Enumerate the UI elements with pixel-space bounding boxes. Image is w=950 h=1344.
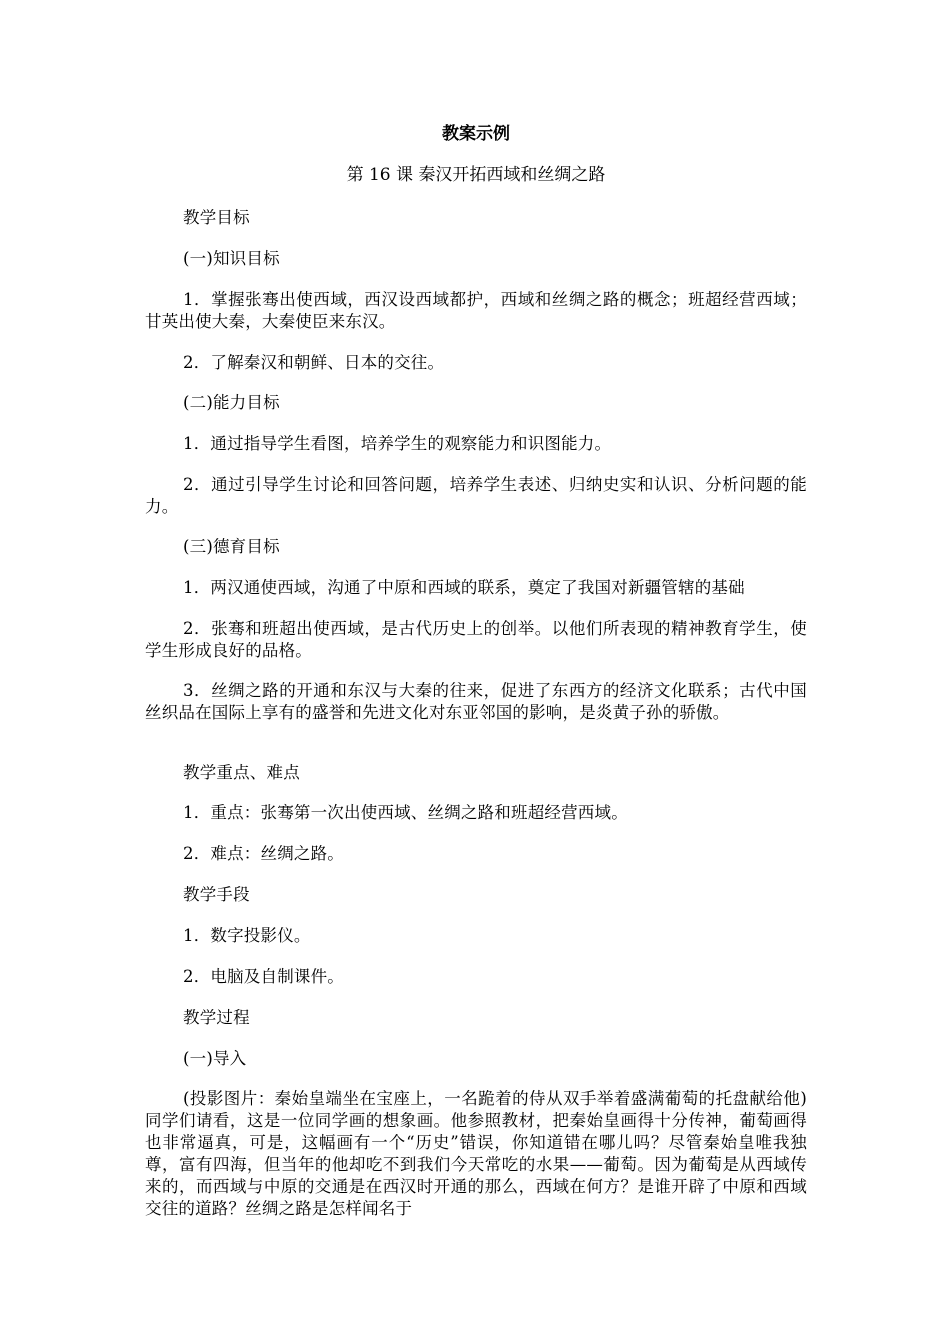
paragraph-moral-1: 1．两汉通使西域，沟通了中原和西域的联系，奠定了我国对新疆管辖的基础 xyxy=(183,578,745,597)
heading-teaching-process: 教学过程 xyxy=(183,1008,250,1027)
paragraph-means-1: 1．数字投影仪。 xyxy=(183,926,311,945)
paragraph-moral-2: 2．张骞和班超出使西域，是古代历史上的创举。以他们所表现的精神教育学生，使学生形成良好的品格。 xyxy=(145,619,807,660)
paragraph-difficult-point: 2．难点：丝绸之路。 xyxy=(183,844,344,863)
paragraph-introduction: (投影图片：秦始皇端坐在宝座上，一名跪着的侍从双手举着盛满葡萄的托盘献给他)同学们请看，这是一位同学画的想象画。他参照教材，把秦始皇画得十分传神，葡萄画得也非常逼真，可是，这幅画有一个“历史”错误，你知道错在哪儿吗？尽管秦始皇唯我独尊，富有四海，但当年的他却吃不到我们今天常吃的水果——葡萄。因为葡萄是从西域传来的，而西域与中原的交通是在西汉时开通的那么，西域在何方？是谁开辟了中原和西域交往的道路？丝绸之路是怎样闻名于 xyxy=(145,1089,807,1218)
paragraph-ability-2: 2．通过引导学生讨论和回答问题，培养学生表述、归纳史实和认识、分析问题的能力。 xyxy=(145,475,807,516)
paragraph-means-2: 2．电脑及自制课件。 xyxy=(183,967,344,986)
lesson-title: 第 16 课 秦汉开拓西域和丝绸之路 xyxy=(346,165,606,185)
paragraph-ability-1: 1．通过指导学生看图，培养学生的观察能力和识图能力。 xyxy=(183,434,612,453)
heading-teaching-means: 教学手段 xyxy=(183,885,250,904)
heading-key-points: 教学重点、难点 xyxy=(183,763,300,782)
heading-knowledge-goals: (一)知识目标 xyxy=(183,249,280,268)
heading-moral-goals: (三)德育目标 xyxy=(183,537,280,556)
heading-introduction: (一)导入 xyxy=(183,1049,247,1068)
document-title: 教案示例 xyxy=(442,124,510,144)
heading-ability-goals: (二)能力目标 xyxy=(183,393,280,412)
paragraph-knowledge-2: 2．了解秦汉和朝鲜、日本的交往。 xyxy=(183,353,445,372)
paragraph-moral-3: 3．丝绸之路的开通和东汉与大秦的往来，促进了东西方的经济文化联系；古代中国丝织品在国际上享有的盛誉和先进文化对东亚邻国的影响，是炎黄子孙的骄傲。 xyxy=(145,681,807,722)
paragraph-key-point: 1．重点：张骞第一次出使西域、丝绸之路和班超经营西域。 xyxy=(183,803,628,822)
paragraph-knowledge-1: 1．掌握张骞出使西域，西汉设西域都护，西域和丝绸之路的概念；班超经营西域；甘英出使大秦，大秦使臣来东汉。 xyxy=(145,290,807,331)
heading-teaching-goals: 教学目标 xyxy=(183,208,250,227)
